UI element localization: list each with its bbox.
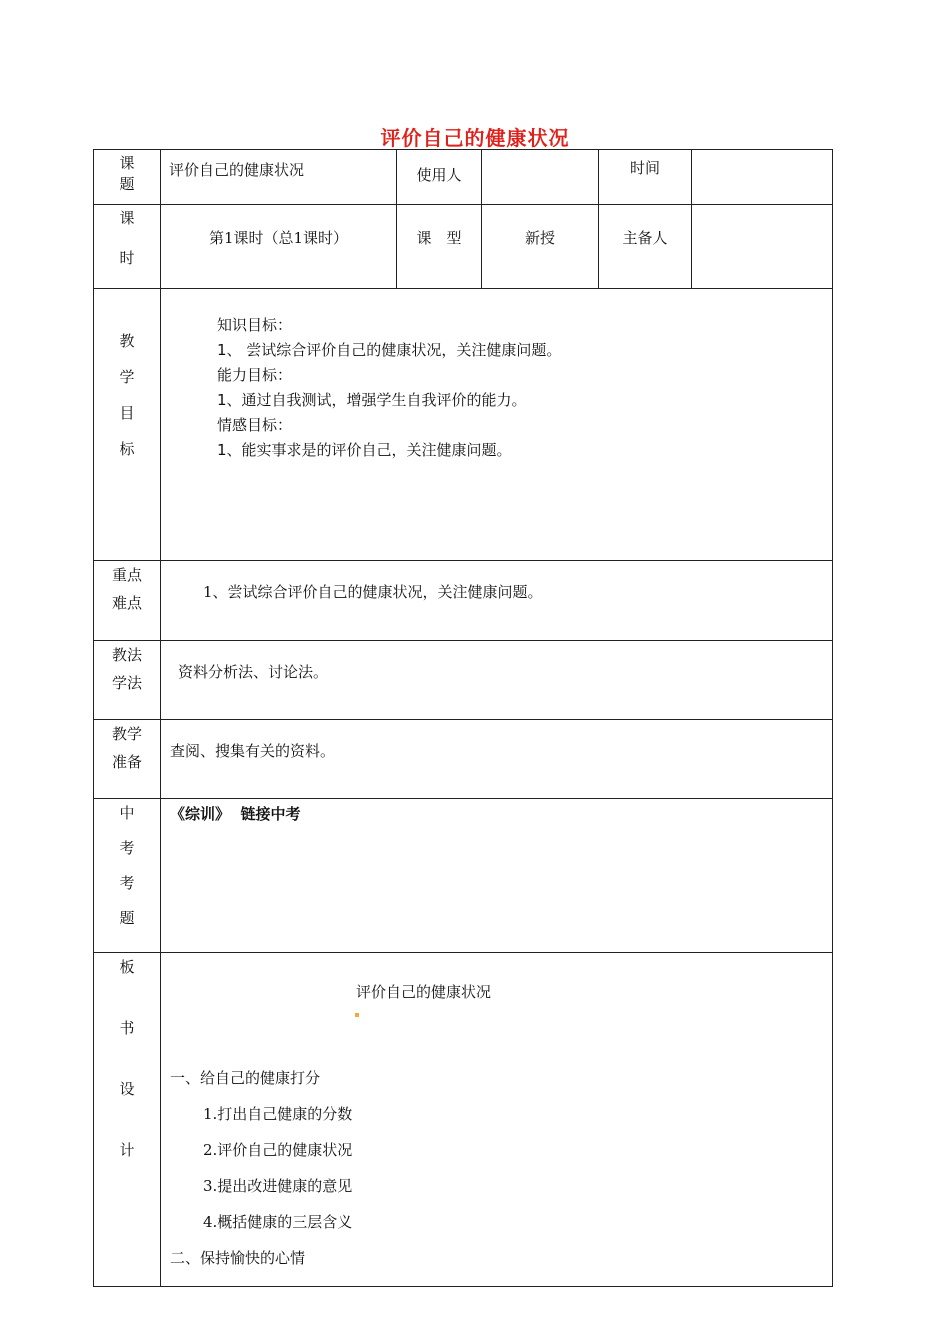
goals-cell [161, 289, 833, 561]
goals-item: 1、能实事求是的评价自己，关注健康问题。 [217, 441, 512, 459]
row-exam [94, 799, 833, 953]
row-board [94, 953, 833, 1287]
goals-list [161, 289, 832, 463]
label-line: 准备 [111, 753, 142, 771]
key-points-cell [161, 561, 833, 641]
exam-cell [161, 799, 833, 953]
user-label-cell [397, 150, 482, 205]
label-char: 题 [119, 175, 135, 193]
label-line: 重点 [111, 566, 142, 584]
label-line: 学法 [111, 674, 142, 692]
label-methods [94, 641, 161, 720]
preparer-value-cell [692, 205, 833, 289]
topic-value: 评价自己的健康状况 [169, 161, 305, 179]
cursor-mark [355, 1013, 359, 1017]
board-line: 1.打出自己健康的分数 [203, 1105, 353, 1123]
label-char: 考 [119, 874, 135, 892]
type-value-cell [482, 205, 599, 289]
type-label-cell [397, 205, 482, 289]
label-key-points [94, 561, 161, 641]
preparer-label: 主备人 [622, 229, 668, 247]
label-char: 设 [119, 1080, 135, 1098]
row-topic [94, 150, 833, 205]
label-char: 目 [119, 404, 135, 422]
label-char: 题 [119, 909, 135, 927]
board-title: 评价自己的健康状况 [356, 983, 492, 1001]
time-label: 时间 [629, 159, 660, 177]
type-label: 课 型 [416, 229, 462, 247]
row-key-points [94, 561, 833, 641]
preparer-label-cell [599, 205, 692, 289]
time-label-cell [599, 150, 692, 205]
document-title: 评价自己的健康状况 [380, 126, 570, 150]
label-goals [94, 289, 161, 561]
label-char: 板 [119, 958, 135, 976]
label-char: 课 [119, 154, 135, 172]
label-exam [94, 799, 161, 953]
label-char: 考 [119, 839, 135, 857]
label-period [94, 205, 161, 289]
key-points-text: 1、尝试综合评价自己的健康状况，关注健康问题。 [203, 583, 543, 601]
goals-heading-ability: 能力目标： [217, 366, 293, 384]
board-line: 3.提出改进健康的意见 [203, 1177, 353, 1195]
label-char: 课 [119, 209, 135, 227]
lesson-plan-table [93, 149, 833, 1287]
time-value-cell [692, 150, 833, 205]
row-prep [94, 720, 833, 799]
user-value-cell [482, 150, 599, 205]
label-char: 教 [119, 332, 135, 350]
label-topic [94, 150, 161, 205]
goals-heading-emotion: 情感目标： [217, 416, 293, 434]
row-methods [94, 641, 833, 720]
label-char: 中 [119, 804, 135, 822]
type-value: 新授 [524, 229, 555, 247]
board-line: 一、给自己的健康打分 [170, 1069, 321, 1087]
row-period [94, 205, 833, 289]
board-line: 二、保持愉快的心情 [170, 1249, 306, 1267]
label-char: 标 [119, 440, 135, 458]
label-char: 学 [119, 368, 135, 386]
row-goals [94, 289, 833, 561]
label-line: 教法 [111, 646, 142, 664]
exam-text: 《综训》 链接中考 [170, 805, 301, 823]
period-value: 第1课时（总1课时） [208, 229, 349, 247]
period-cell [161, 205, 397, 289]
board-cell [161, 953, 833, 1287]
label-char: 书 [119, 1019, 135, 1037]
label-prep [94, 720, 161, 799]
prep-text: 查阅、搜集有关的资料。 [170, 742, 336, 760]
methods-text: 资料分析法、讨论法。 [178, 663, 329, 681]
goals-item: 1、通过自我测试，增强学生自我评价的能力。 [217, 391, 527, 409]
label-char: 时 [119, 249, 135, 267]
board-line: 2.评价自己的健康状况 [203, 1141, 353, 1159]
label-line: 教学 [111, 725, 142, 743]
label-board [94, 953, 161, 1287]
goals-heading-knowledge: 知识目标： [217, 316, 293, 334]
label-line: 难点 [111, 594, 142, 612]
goals-item: 1、 尝试综合评价自己的健康状况，关注健康问题。 [217, 341, 562, 359]
board-line: 4.概括健康的三层含义 [203, 1213, 353, 1231]
methods-cell [161, 641, 833, 720]
label-char: 计 [119, 1141, 135, 1159]
topic-cell [161, 150, 397, 205]
user-label: 使用人 [416, 166, 462, 184]
prep-cell [161, 720, 833, 799]
